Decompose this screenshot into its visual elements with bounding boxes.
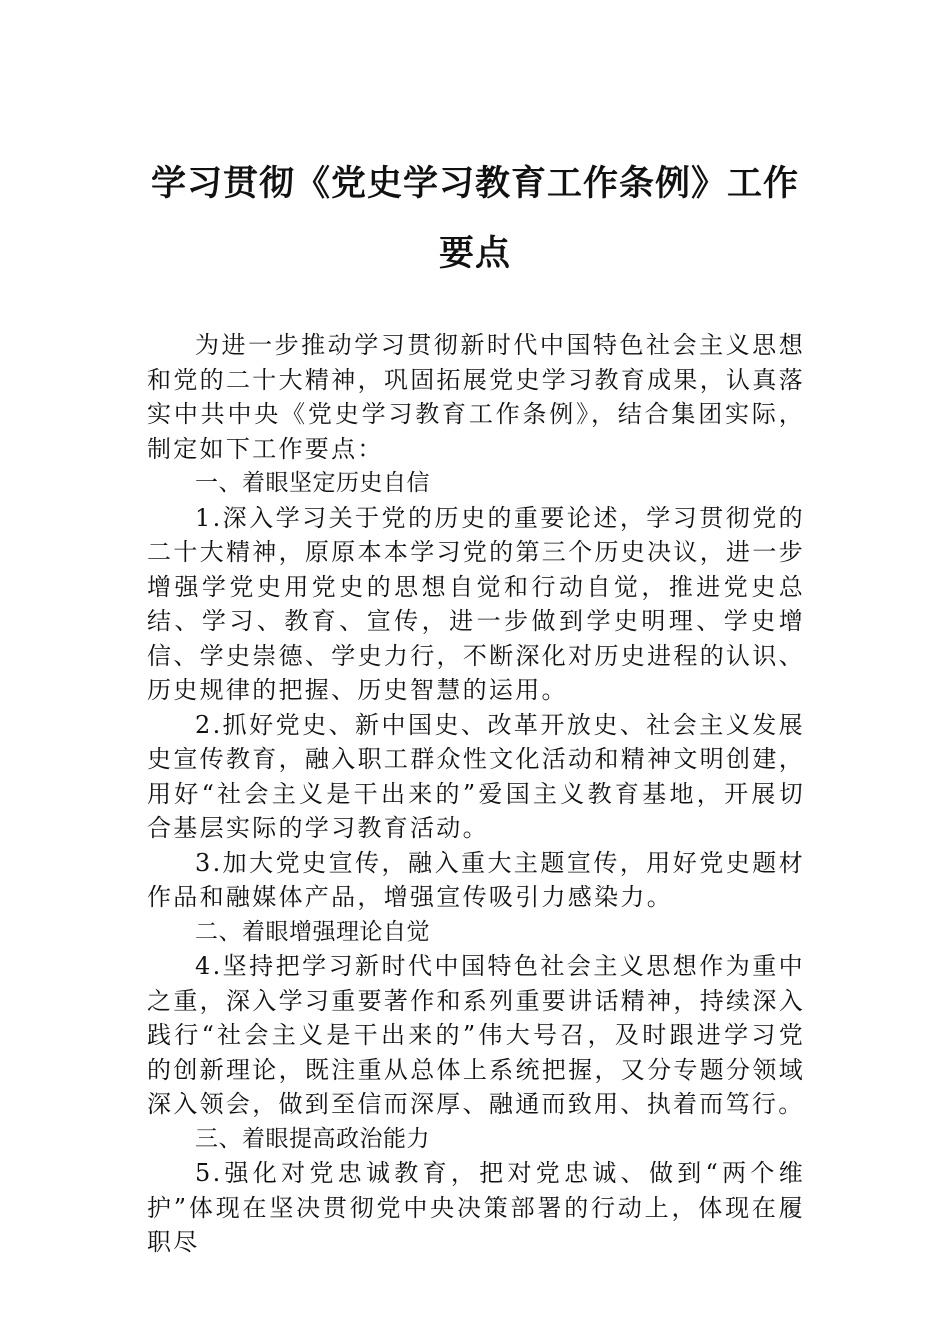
paragraph-5: 5.强化对党忠诚教育，把对党忠诚、做到“两个维护”体现在坚决贯彻党中央决策部署的行动上，体现在履职尽 [147, 1159, 805, 1256]
document-title-line-2: 要点 [438, 233, 511, 274]
document-title-line-1: 学习贯彻《党史学习教育工作条例》工作 [150, 163, 799, 204]
paragraph-4: 4.坚持把学习新时代中国特色社会主义思想作为重中之重，深入学习重要著作和系列重要讲话精神，持续深入践行“社会主义是干出来的”伟大号召，及时跟进学习党的创新理论，既注重从总体上系统把握，又分专题分领域深入领会，做到至信而深厚、融通而致用、执着而笃行。 [147, 952, 805, 1118]
section-heading-1: 一、着眼坚定历史自信 [195, 470, 430, 496]
intro-paragraph: 为进一步推动学习贯彻新时代中国特色社会主义思想和党的二十大精神，巩固拓展党史学习教育成果，认真落实中共中央《党史学习教育工作条例》，结合集团实际，制定如下工作要点： [147, 331, 805, 463]
paragraph-3: 3.加大党史宣传，融入重大主题宣传，用好党史题材作品和融媒体产品，增强宣传吸引力感染力。 [147, 848, 805, 911]
section-heading-3: 三、着眼提高政治能力 [195, 1125, 430, 1152]
document-body [147, 328, 805, 1260]
paragraph-2: 2.抓好党史、新中国史、改革开放史、社会主义发展史宣传教育，融入职工群众性文化活动和精神文明创建，用好“社会主义是干出来的”爱国主义教育基地，开展切合基层实际的学习教育活动。 [147, 710, 805, 842]
paragraph-1: 1.深入学习关于党的历史的重要论述，学习贯彻党的二十大精神，原原本本学习党的第三个历史决议，进一步增强学党史用党史的思想自觉和行动自觉，推进党史总结、学习、教育、宣传，进一步做到学史明理、学史增信、学史崇德、学史力行，不断深化对历史进程的认识、历史规律的把握、历史智慧的运用。 [147, 503, 805, 704]
section-heading-2: 二、着眼增强理论自觉 [195, 918, 430, 945]
